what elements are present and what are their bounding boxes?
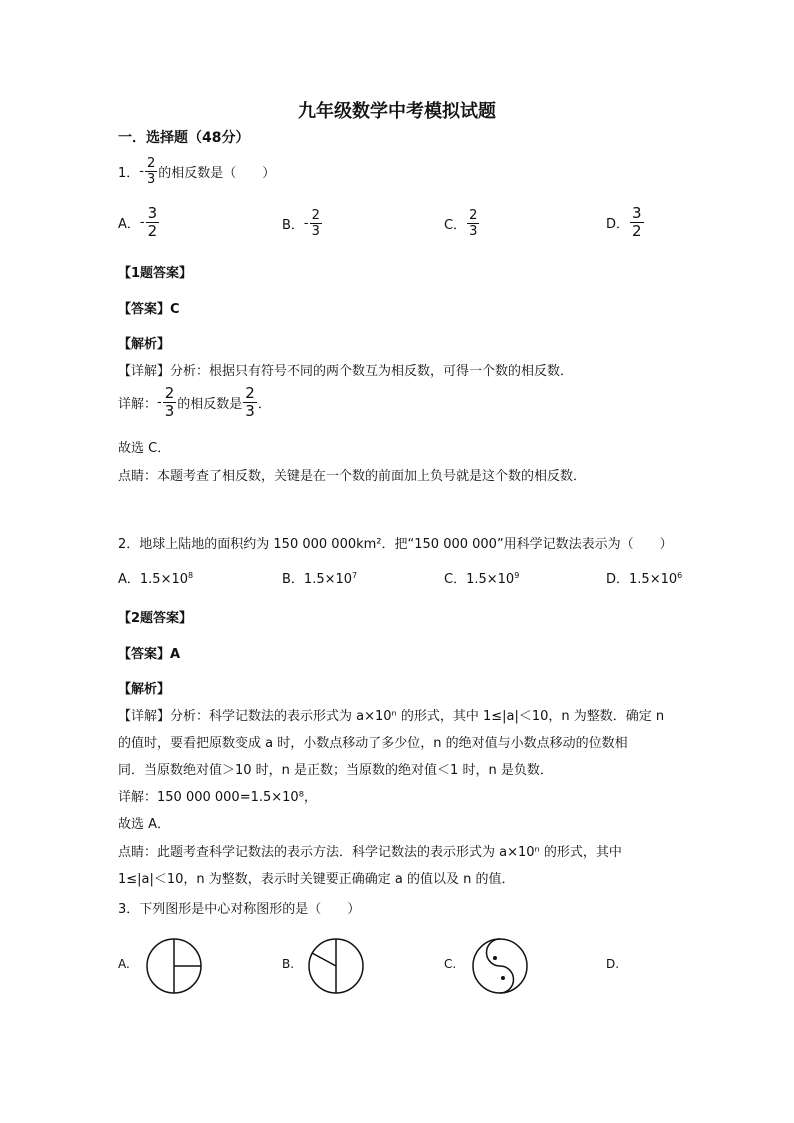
option-base: 1.5×10 <box>466 572 515 587</box>
q2-comment-line-1: 点睛：此题考查科学记数法的表示方法．科学记数法的表示形式为 a×10ⁿ 的形式，其中 <box>118 845 622 860</box>
q2-detail-line-3: 同．当原数绝对值＞10 时，n 是正数；当原数的绝对值＜1 时，n 是负数． <box>118 763 553 778</box>
q2-option-b[interactable] <box>282 568 357 587</box>
option-letter: D． <box>606 572 630 587</box>
q1-analysis-header: 【解析】 <box>118 337 171 352</box>
detail-fraction-2-numerator: 2 <box>245 384 255 402</box>
option-fraction <box>467 209 479 238</box>
detail-middle: 的相反数是 <box>177 397 243 412</box>
detail-fraction-2 <box>243 386 257 419</box>
option-sign: - <box>139 215 145 230</box>
option-letter: B． <box>282 218 304 233</box>
option-letter: C． <box>444 572 467 587</box>
option-fraction <box>310 209 322 238</box>
q2-option-a[interactable] <box>118 568 193 587</box>
q1-fraction <box>145 157 157 186</box>
option-exponent: 8 <box>188 571 194 580</box>
q2-stem: 2．地球上陆地的面积约为 150 000 000km²．把“150 000 000”用科学记数法表示为（ ） <box>118 537 673 552</box>
q1-fraction-denominator: 3 <box>146 172 156 187</box>
option-denominator: 3 <box>469 224 478 239</box>
q1-option-a[interactable] <box>118 206 160 239</box>
q2-option-d[interactable] <box>606 568 682 587</box>
option-numerator: 3 <box>632 204 642 222</box>
option-letter: D． <box>606 217 630 232</box>
detail-prefix: 详解： <box>118 397 158 412</box>
dot <box>493 956 497 960</box>
q3-option-b-figure[interactable] <box>306 936 366 996</box>
q2-detail-line-2: 的值时，要看把原数变成 a 时，小数点移动了多少位，n 的绝对值与小数点移动的位数相 <box>118 736 628 751</box>
q1-answer: 【答案】C <box>118 302 180 317</box>
q1-detail-line <box>118 386 271 419</box>
option-base: 1.5×10 <box>139 572 189 587</box>
option-numerator: 3 <box>147 204 158 222</box>
option-fraction <box>630 206 644 239</box>
q1-fraction-numerator: 2 <box>146 156 156 171</box>
q2-option-c[interactable] <box>444 568 519 587</box>
q2-detail-line-1: 【详解】分析：科学记数法的表示形式为 a×10ⁿ 的形式，其中 1≤|a|＜10，n 为整数．确定 n <box>118 709 665 724</box>
q1-option-c[interactable] <box>444 209 480 238</box>
q1-detail-analysis: 【详解】分析：根据只有符号不同的两个数互为相反数，可得一个数的相反数． <box>118 364 574 379</box>
q2-answer: 【答案】A <box>118 647 181 662</box>
option-numerator: 2 <box>469 208 478 223</box>
option-numerator: 2 <box>311 208 320 223</box>
option-letter: A． <box>118 572 140 587</box>
q1-option-d[interactable] <box>606 206 645 239</box>
q3-stem: 3．下列图形是中心对称图形的是（ ） <box>118 902 361 917</box>
q2-answer-header: 【2题答案】 <box>118 611 193 626</box>
q2-choose: 故选 A． <box>118 817 171 832</box>
option-base: 1.5×10 <box>629 572 678 587</box>
q3-option-c-figure[interactable] <box>470 936 530 996</box>
detail-minus: - <box>157 395 162 410</box>
q1-option-b[interactable] <box>282 209 323 238</box>
q2-comment-line-2: 1≤|a|＜10，n 为整数，表示时关键要正确确定 a 的值以及 n 的值． <box>118 872 515 887</box>
option-exponent: 9 <box>514 571 520 580</box>
q3-option-a-label[interactable]: A. <box>118 957 130 971</box>
option-letter: C． <box>444 218 467 233</box>
option-letter: A． <box>118 217 140 232</box>
q3-option-c-label[interactable]: C. <box>444 957 457 971</box>
q2-detail-calc: 详解：150 000 000=1.5×10⁸， <box>118 790 317 805</box>
detail-fraction-1 <box>163 386 177 419</box>
option-fraction <box>146 206 160 239</box>
q3-option-a-figure[interactable] <box>144 936 204 996</box>
option-denominator: 2 <box>632 222 642 240</box>
page-title: 九年级数学中考模拟试题 <box>298 101 496 122</box>
q1-stem-rest: 的相反数是（ ） <box>158 166 276 181</box>
detail-fraction-1-denominator: 3 <box>164 402 175 420</box>
q3-option-b-label[interactable]: B. <box>282 957 295 971</box>
detail-fraction-2-denominator: 3 <box>245 402 255 420</box>
detail-fraction-1-numerator: 2 <box>164 384 175 402</box>
option-exponent: 6 <box>677 571 683 580</box>
s-curve <box>487 939 514 993</box>
q2-analysis-header: 【解析】 <box>118 682 171 697</box>
option-base: 1.5×10 <box>303 572 353 587</box>
q1-comment: 点睛：本题考查了相反数，关键是在一个数的前面加上负号就是这个数的相反数． <box>118 469 587 484</box>
option-exponent: 7 <box>352 571 358 580</box>
q1-choose: 故选 C． <box>118 441 171 456</box>
radius-line <box>312 953 336 966</box>
detail-end: ． <box>257 397 271 412</box>
option-sign: - <box>303 216 309 231</box>
section-heading: 一．选择题（48分） <box>118 130 250 146</box>
option-denominator: 3 <box>311 224 320 239</box>
q1-minus: - <box>139 164 144 179</box>
q3-option-d-label[interactable]: D. <box>606 957 620 971</box>
option-denominator: 2 <box>147 222 158 240</box>
dot <box>501 976 505 980</box>
q1-stem <box>118 157 275 186</box>
option-letter: B． <box>282 572 304 587</box>
q1-answer-header: 【1题答案】 <box>118 266 193 281</box>
q1-number: 1． <box>118 166 140 181</box>
